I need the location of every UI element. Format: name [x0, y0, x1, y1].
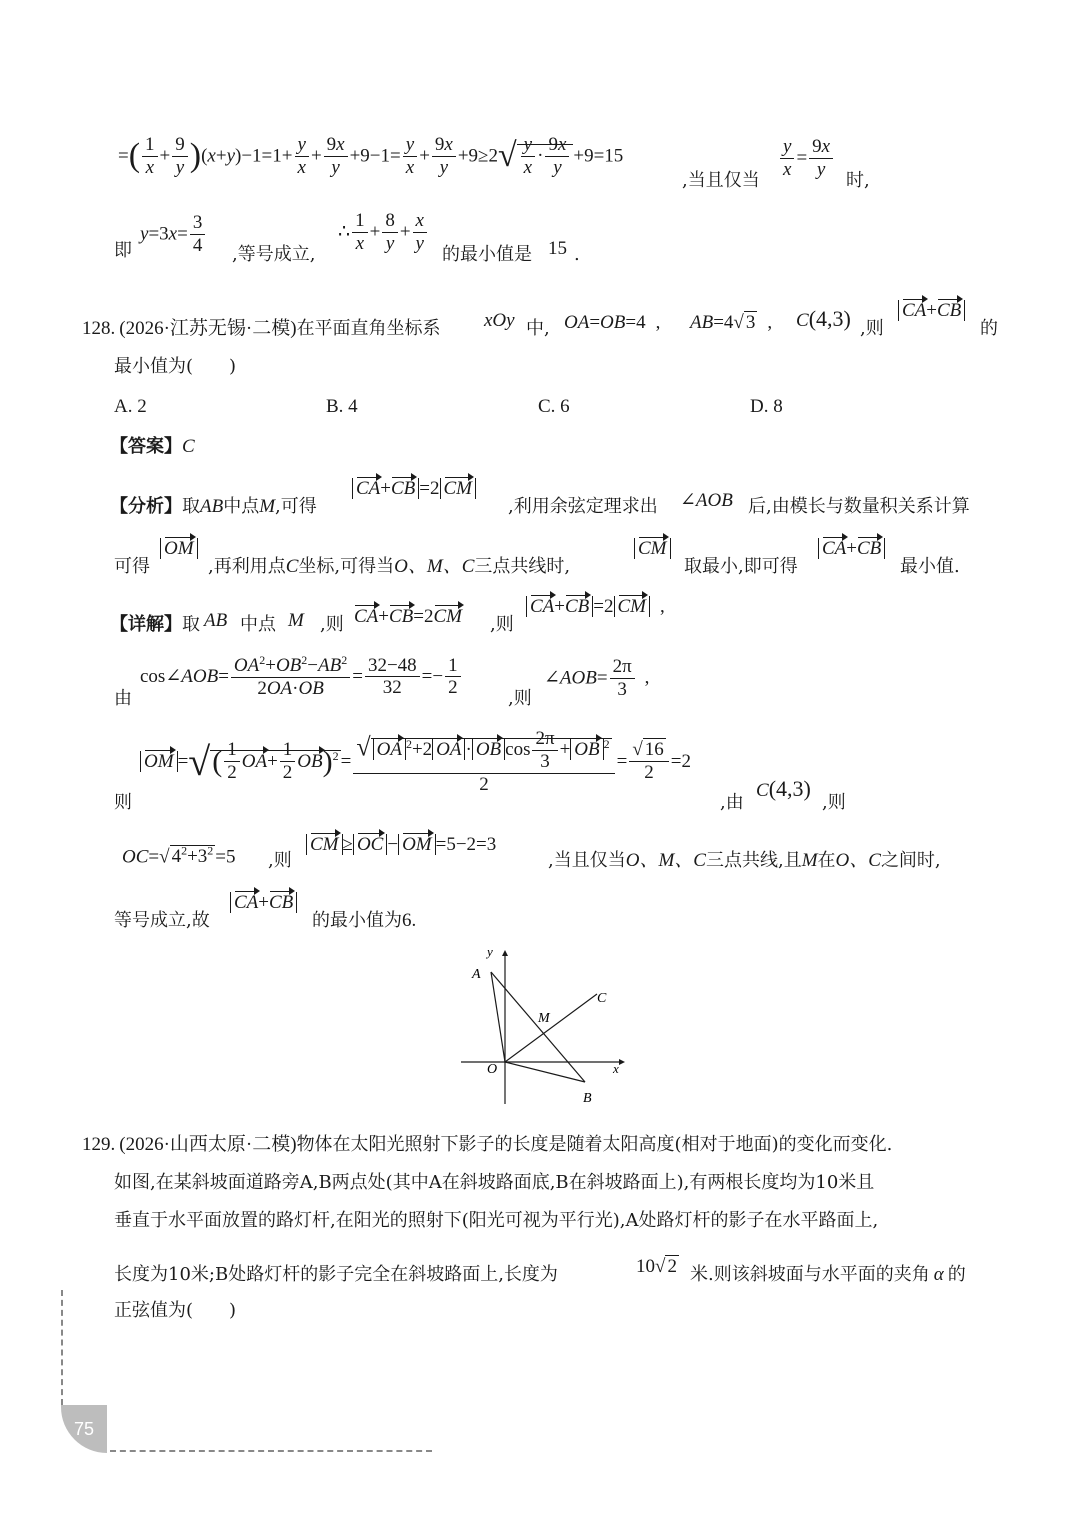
analysis-target: CA+CB — [818, 538, 885, 561]
label-b: B — [583, 1091, 592, 1106]
problem-129-line4: 长度为10米;B处路灯杆的影子完全在斜坡路面上,长度为 — [114, 1264, 558, 1285]
detail-om-eq: OM =√( $\frac{1}{2}$ OA+ $\frac{1}{2}$ OB)$^2$ = √ OA $^2$+2 OA · OB cos $\frac{2\pi}{3}$ + OB $^2$ 2 = $\frac{√ 16}{2}$ =2 — [140, 728, 691, 796]
detail-conclusion-target: CA+CB — [230, 892, 297, 915]
problem-128-text-d: 的 — [980, 318, 998, 339]
detail-cos-prefix: 由 — [114, 688, 132, 709]
analysis-vec-eq: CA+CB =2 CM — [352, 478, 476, 501]
label-o: O — [487, 1062, 498, 1077]
y-axis-arrow — [502, 950, 508, 956]
solution-127-line2: 即 — [114, 240, 132, 261]
problem-128-text-c: ,则 — [860, 318, 884, 339]
analysis-angle: ∠AOB — [680, 490, 733, 511]
detail-oc-suffix: ,当且仅当O、M、C三点共线,且M在O、C之间时, — [548, 850, 941, 871]
problem-129-line2: 如图,在某斜坡面道路旁A,B两点处(其中A在斜坡路面底,B在斜坡路面上),有两根长度均为10米且 — [114, 1172, 875, 1193]
analysis-line1-e: 后,由模长与数量积关系计算 — [748, 496, 970, 517]
detail-line1: 【详解】取 — [110, 614, 200, 635]
problem-128-target: CA+CB — [898, 300, 965, 323]
analysis-line2-g: 取最小,即可得 — [684, 556, 798, 577]
solution-127-cond-frac: $\frac{y}{x}$ = $\frac{9x}{y}$ — [778, 136, 835, 181]
solution-127-end: . — [574, 244, 580, 265]
page-number: 75 — [73, 1418, 95, 1439]
solution-127-eq: y=3x= $\frac{3}{4}$ — [140, 212, 207, 257]
problem-129-line3: 垂直于水平面放置的路灯杆,在阳光的照射下(阳光可视为平行光),A处路灯杆的影子在水平路面上, — [114, 1210, 879, 1231]
analysis-line1: 【分析】取AB中点M,可得 — [110, 496, 317, 517]
detail-vec-sum: CA+CB=2CM — [354, 606, 462, 627]
detail-cm-ineq: CM ≥ OC − OM =5−2=3 — [306, 834, 496, 857]
x-axis-arrow — [619, 1059, 625, 1065]
solution-127-expr: ∴ $\frac{1}{x}$ + $\frac{8}{y}$ + $\frac{x}{y}$ — [338, 210, 429, 255]
option-d: D. 8 — [750, 396, 783, 417]
option-b: B. 4 — [326, 396, 358, 417]
detail-abs-eq: CA+CB =2 CM , — [526, 596, 665, 619]
detail-om-prefix: 则 — [114, 792, 132, 813]
detail-oc-then: ,则 — [268, 850, 292, 871]
problem-128-coord: xOy — [484, 310, 515, 331]
detail-mid: 中点 — [240, 614, 276, 635]
solution-127-cond: ,当且仅当 — [682, 170, 760, 191]
solution-127-cond-end: 时, — [846, 170, 870, 191]
detail-then2: ,则 — [490, 614, 514, 635]
problem-128-line2: 最小值为( ) — [114, 356, 237, 377]
detail-om-mid: ,由 — [720, 792, 744, 813]
geometry-figure — [455, 942, 635, 1112]
detail-m: M — [288, 610, 304, 631]
detail-conclusion-b: 的最小值为6. — [312, 910, 417, 931]
analysis-cm: CM — [634, 538, 671, 561]
label-m: M — [538, 1011, 550, 1026]
label-y: y — [487, 944, 493, 959]
margin-dashed-line-horizontal — [110, 1450, 432, 1452]
margin-dashed-line-vertical — [61, 1290, 63, 1405]
problem-128-text-b: 中, — [526, 318, 550, 339]
problem-128-cond3: C(4,3) — [796, 306, 851, 331]
problem-129-line1: 129. (2026·山西太原·二模)物体在太阳光照射下影子的长度是随着太阳高度(相对于地面)的变化而变化. — [82, 1134, 893, 1155]
detail-ab: AB — [204, 610, 228, 631]
label-c: C — [597, 991, 607, 1006]
segment-ob — [505, 1062, 585, 1082]
label-x: x — [613, 1061, 619, 1076]
problem-129-line4-b: 米.则该斜坡面与水平面的夹角 α 的 — [690, 1264, 966, 1285]
solution-127-suffix: 的最小值是 — [442, 244, 532, 265]
analysis-om: OM — [160, 538, 198, 561]
detail-angle: ∠AOB= $\frac{2\pi}{3}$ , — [544, 656, 650, 700]
analysis-line1-d: ,利用余弦定理求出 — [508, 496, 658, 517]
analysis-line2-a: 可得 — [114, 556, 150, 577]
detail-om-suffix: ,则 — [822, 792, 846, 813]
problem-128-line1: 128. (2026·江苏无锡·二模)在平面直角坐标系 — [82, 318, 441, 339]
label-a: A — [472, 967, 481, 982]
solution-127-value: 15 — [548, 238, 567, 259]
detail-c-point: C(4,3) — [756, 776, 811, 801]
detail-then1: ,则 — [320, 614, 344, 635]
option-a: A. 2 — [114, 396, 147, 417]
solution-127-line1: =( $\frac{1}{x}$ + $\frac{9}{y}$ )(x+y)−1=1+ $\frac{y}{x}$ + $\frac{9x}{y}$ +9−1= $\frac{y}{x}$ + $\frac{9x}{y}$ +9≥2√ $\frac{y}{x}$ · $\frac{9x}{y}$ +9=15 — [118, 134, 624, 178]
problem-129-value: 10√ 2 — [636, 1256, 677, 1277]
page-number-tab — [61, 1405, 107, 1453]
problem-128-cond1: OA=OB=4 , — [564, 312, 661, 333]
detail-oc-eq: OC=√ $4^2+3^2 =5$ — [122, 844, 236, 868]
problem-129-line5: 正弦值为( ) — [114, 1300, 237, 1321]
detail-conclusion-a: 等号成立,故 — [114, 910, 210, 931]
detail-cos-suffix: ,则 — [508, 688, 532, 709]
solution-127-mid: ,等号成立, — [232, 244, 316, 265]
analysis-line2-h: 最小值. — [900, 556, 960, 577]
answer-line: 【答案】C — [110, 436, 195, 457]
option-c: C. 6 — [538, 396, 570, 417]
problem-128-cond2: AB=4√ 3 , — [690, 312, 773, 333]
detail-cos-eq: cos∠AOB= $\frac{OA^2+OB^2-AB^2}{2OA\cdot OB}$ = $\frac{32-48}{32}$ =− $\frac{1}{2}$ — [140, 654, 463, 700]
analysis-line2-b: ,再利用点C坐标,可得当O、M、C三点共线时, — [208, 556, 571, 577]
